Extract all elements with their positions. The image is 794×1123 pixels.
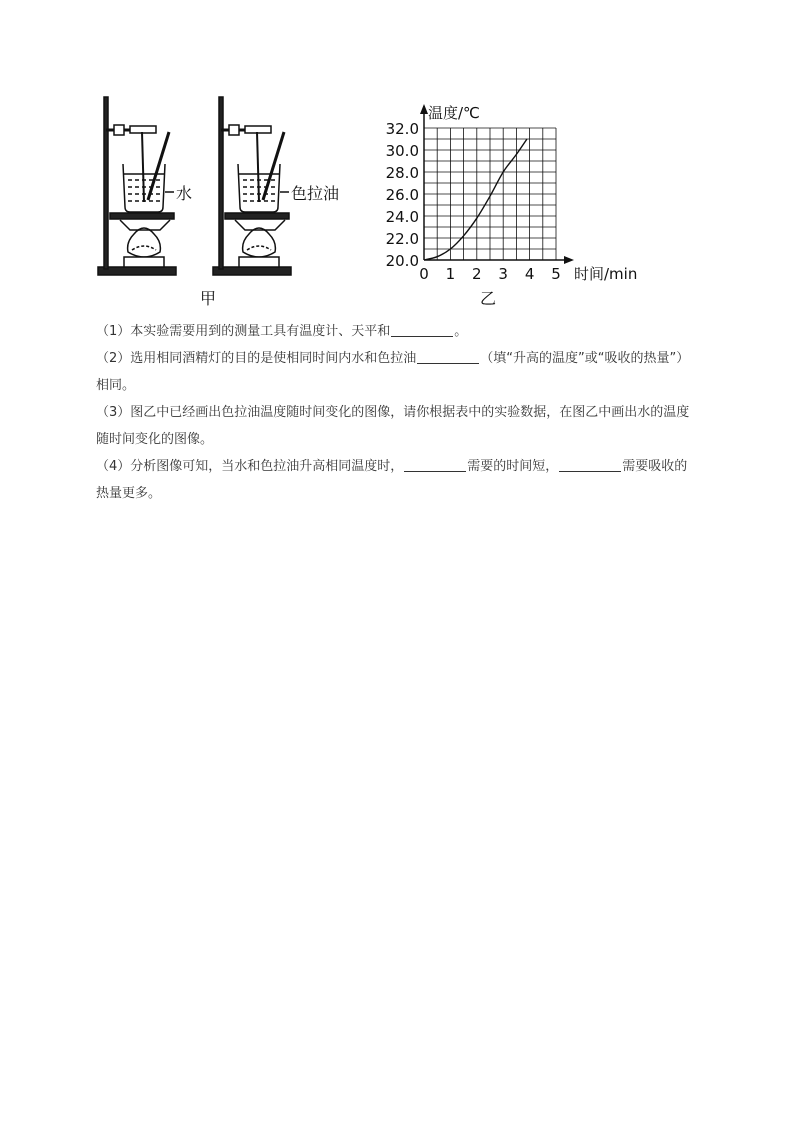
apparatus-figure (90, 92, 360, 312)
y-axis-label: 温度/℃ (428, 104, 480, 122)
caption-yi: 乙 (480, 289, 497, 308)
x-tick-label: 2 (472, 265, 482, 283)
y-tick-label: 22.0 (385, 230, 419, 248)
oil-temperature-curve (424, 139, 527, 260)
answer-blank-1[interactable] (391, 322, 453, 337)
q1-text: （1）本实验需要用到的测量工具有温度计、天平和 (96, 324, 391, 339)
x-tick-label: 4 (524, 265, 535, 283)
figure-area (90, 92, 670, 312)
y-tick-label: 24.0 (385, 208, 419, 226)
y-axis-arrow (420, 104, 428, 114)
y-tick-label: 28.0 (385, 164, 419, 182)
y-tick-label: 32.0 (385, 120, 419, 138)
q2-text: （2）选用相同酒精灯的目的是使相同时间内水和色拉油 (96, 351, 417, 366)
answer-blank-3[interactable] (404, 457, 466, 472)
x-tick-label: 3 (498, 265, 508, 283)
y-tick-label: 20.0 (385, 252, 419, 270)
y-tick-label: 30.0 (385, 142, 419, 160)
q4-text-a: （4）分析图像可知，当水和色拉油升高相同温度时， (96, 459, 404, 474)
caption-jia: 甲 (200, 289, 217, 308)
q1-end: 。 (454, 324, 468, 339)
q3-text: （3）图乙中已经画出色拉油温度随时间变化的图像，请你根据表中的实验数据，在图乙中画出水的温度随时间变化的图像。 (96, 405, 690, 447)
answer-blank-4[interactable] (559, 457, 621, 472)
x-axis-label: 时间/min (574, 265, 638, 283)
x-axis-arrow (564, 256, 574, 264)
temperature-chart (370, 92, 670, 312)
apparatus-water (98, 97, 176, 275)
question-2 (96, 345, 696, 399)
y-tick-label: 26.0 (385, 186, 419, 204)
x-tick-labels (419, 265, 561, 283)
x-tick-label: 1 (445, 265, 456, 283)
question-3 (96, 399, 696, 453)
chart-grid (424, 128, 556, 260)
label-water: 水 (176, 184, 193, 203)
answer-blank-2[interactable] (417, 349, 479, 364)
y-tick-labels (386, 120, 419, 270)
q4-text-b: 需要的时间短， (467, 459, 559, 474)
q4-text-c: 需要吸收的热量更多。 (96, 459, 688, 501)
apparatus-oil (213, 97, 291, 275)
question-4 (96, 453, 696, 507)
question-list (96, 318, 696, 507)
question-1 (96, 318, 696, 345)
x-tick-label: 5 (551, 265, 561, 283)
label-oil: 色拉油 (291, 184, 340, 203)
q2-end: （填“升高的温度”或“吸收的热量”）相同。 (96, 351, 690, 393)
x-tick-label: 0 (419, 265, 429, 283)
